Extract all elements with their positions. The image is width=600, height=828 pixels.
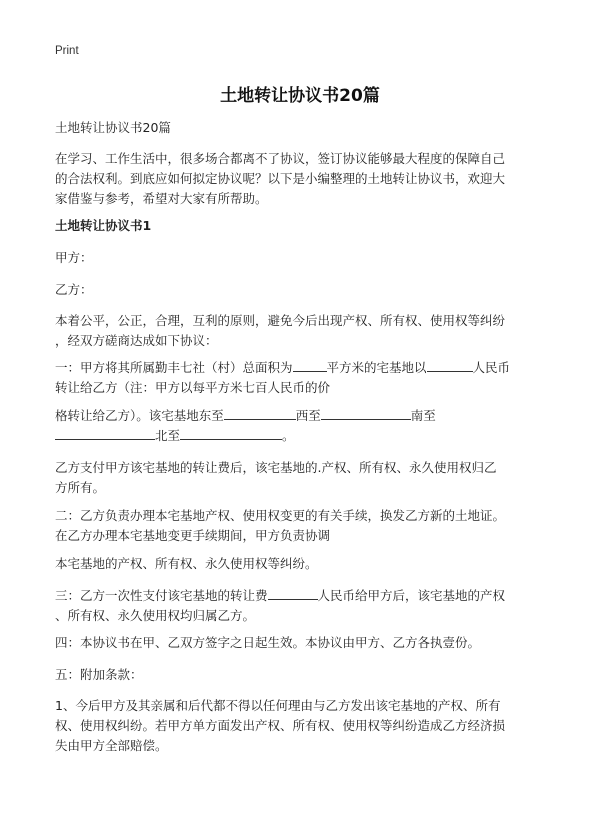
principle-paragraph bbox=[55, 311, 550, 351]
payment-line: 方所有。 bbox=[55, 480, 106, 495]
south-blank bbox=[55, 426, 155, 440]
clause-3-text: 人民币给甲方后，该宅基地的产权 bbox=[317, 588, 506, 603]
clause-3 bbox=[55, 586, 550, 626]
boundaries-line bbox=[55, 406, 550, 426]
clause-2-line: 二：乙方负责办理本宅基地产权、使用权变更的有关手续，换发乙方新的土地证。 bbox=[55, 508, 506, 523]
document-subtitle: 土地转让协议书20篇 bbox=[55, 120, 171, 135]
boundaries-line bbox=[55, 426, 550, 446]
boundaries-text: 格转让给乙方）。该宅基地东至 bbox=[55, 408, 224, 423]
print-link[interactable]: Print bbox=[55, 45, 79, 57]
clause-1-text: 一：甲方将其所属勤丰七社（村）总面积为 bbox=[55, 360, 293, 375]
clause-1-text: 人民币 bbox=[472, 360, 511, 375]
clause-2-line: 在乙方办理本宅基地变更手续期间，甲方负责协调 bbox=[55, 528, 331, 543]
clause-5: 五：附加条款： bbox=[55, 667, 143, 682]
boundaries-text: 。 bbox=[282, 428, 295, 443]
section-heading: 土地转让协议书1 bbox=[55, 218, 152, 233]
payment-paragraph bbox=[55, 458, 550, 498]
north-blank bbox=[180, 426, 282, 440]
clause-1-line: 转让给乙方（注：甲方以每平方米七百人民币的价 bbox=[55, 380, 331, 395]
clause-1 bbox=[55, 358, 550, 398]
clause-1-text: 平方米的宅基地以 bbox=[326, 360, 427, 375]
clause-2 bbox=[55, 506, 550, 546]
extra-clause-line: 失由甲方全部赔偿。 bbox=[55, 738, 168, 753]
clause-2-continued: 本宅基地的产权、所有权、永久使用权等纠纷。 bbox=[55, 556, 318, 571]
clause-1-line bbox=[55, 358, 550, 378]
principle-line: 本着公平，公正，合理，互利的原则，避免今后出现产权、所有权、使用权等纠纷 bbox=[55, 313, 506, 328]
clause-3-line: 、所有权、永久使用权均归属乙方。 bbox=[55, 608, 256, 623]
party-a-label: 甲方： bbox=[55, 250, 93, 265]
east-blank bbox=[224, 406, 296, 420]
area-blank bbox=[293, 358, 327, 372]
party-b-label: 乙方： bbox=[55, 282, 93, 297]
clause-4: 四：本协议书在甲、乙双方签字之日起生效。本协议由甲方、乙方各执壹份。 bbox=[55, 635, 481, 650]
fee-blank bbox=[268, 586, 318, 600]
extra-clause-line: 权、使用权纠纷。若甲方单方面发出产权、所有权、使用权等纠纷造成乙方经济损 bbox=[55, 718, 506, 733]
boundaries-text: 西至 bbox=[295, 408, 321, 423]
principle-line: ，经双方磋商达成如下协议： bbox=[55, 333, 218, 348]
boundaries bbox=[55, 406, 550, 446]
extra-clause-1 bbox=[55, 696, 550, 756]
intro-line: 的合法权利。到底应如何拟定协议呢？以下是小编整理的土地转让协议书，欢迎大 bbox=[55, 171, 506, 186]
boundaries-text: 北至 bbox=[155, 428, 181, 443]
clause-3-text: 三：乙方一次性支付该宅基地的转让费 bbox=[55, 588, 268, 603]
intro-paragraph bbox=[55, 149, 550, 209]
clause-3-line bbox=[55, 586, 550, 606]
price-blank bbox=[427, 358, 473, 372]
extra-clause-line: 1、今后甲方及其亲属和后代都不得以任何理由与乙方发出该宅基地的产权、所有 bbox=[55, 698, 501, 713]
intro-line: 在学习、工作生活中，很多场合都离不了协议，签订协议能够最大程度的保障自己 bbox=[55, 151, 506, 166]
intro-line: 家借鉴与参考，希望对大家有所帮助。 bbox=[55, 191, 268, 206]
payment-line: 乙方支付甲方该宅基地的转让费后，该宅基地的.产权、所有权、永久使用权归乙 bbox=[55, 460, 497, 475]
west-blank bbox=[321, 406, 411, 420]
boundaries-text: 南至 bbox=[410, 408, 436, 423]
document-title: 土地转让协议书20篇 bbox=[220, 86, 380, 106]
